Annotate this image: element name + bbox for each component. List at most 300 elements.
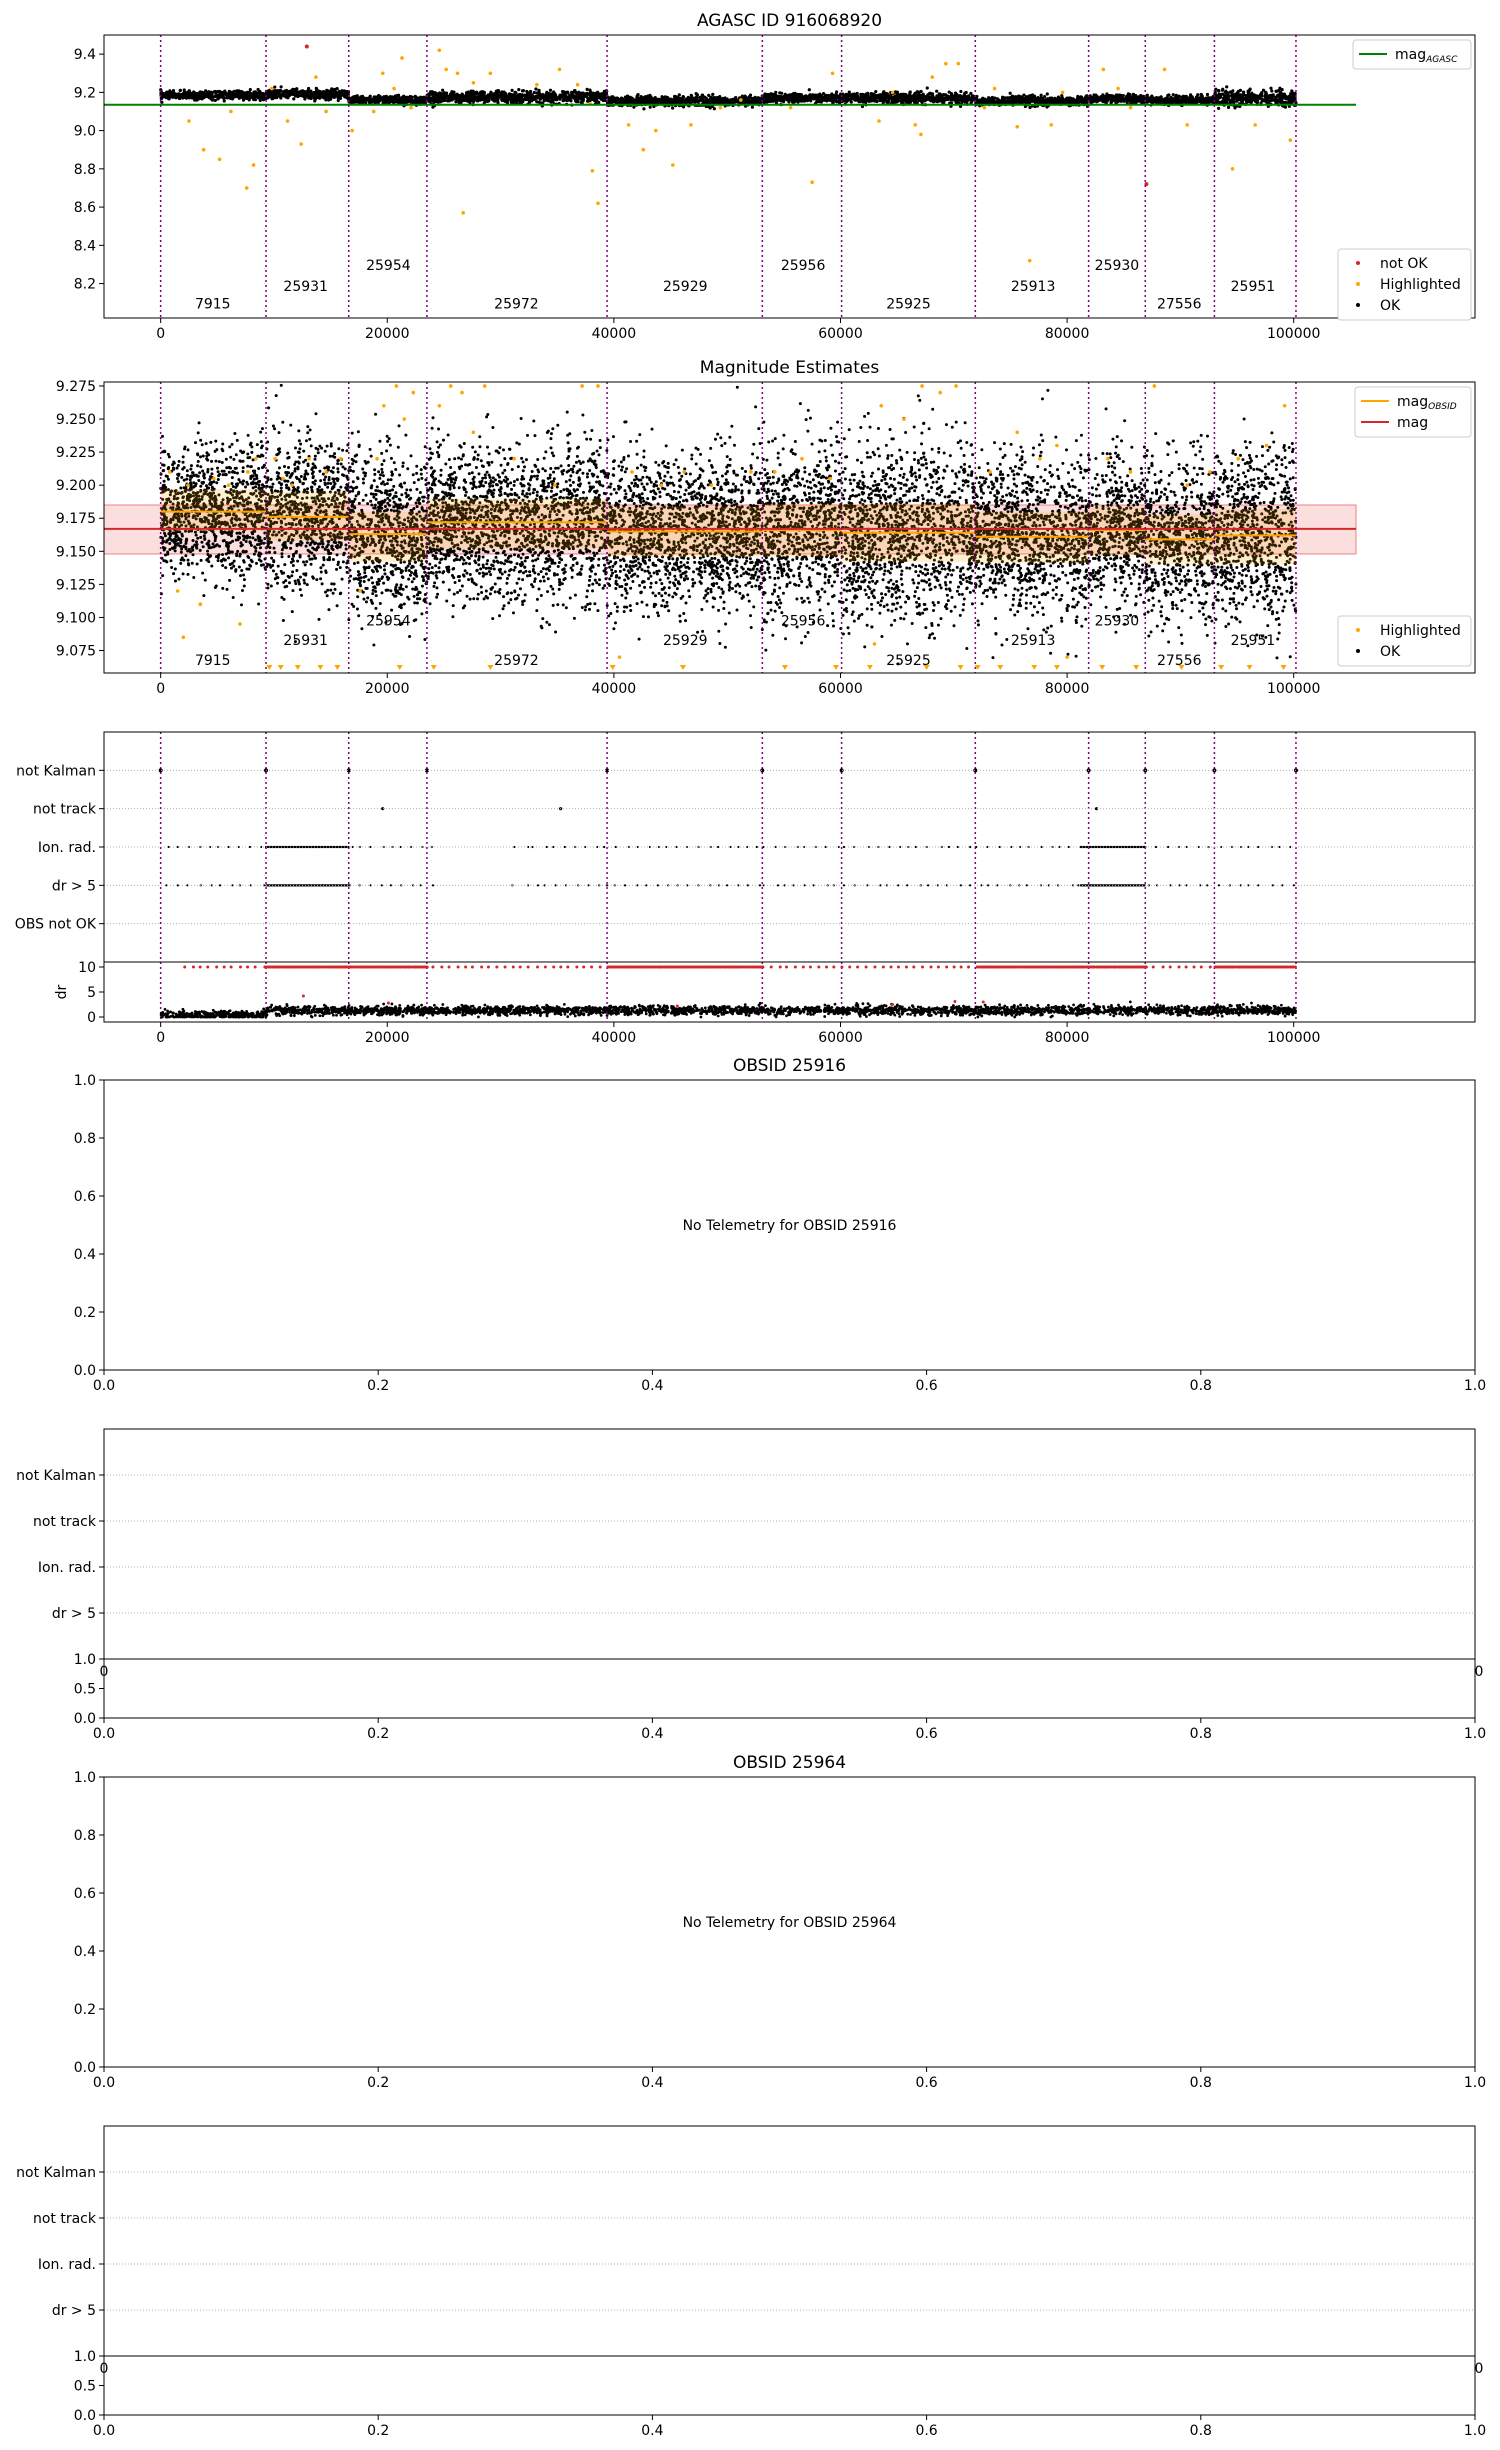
ok-point [514, 91, 517, 94]
ok-point [709, 106, 712, 109]
ok-point [408, 96, 411, 99]
ok-point [963, 92, 966, 95]
ok-point [249, 88, 252, 91]
ok-point [365, 98, 368, 101]
ok-point [1187, 100, 1190, 103]
ok-point [629, 96, 632, 99]
ok-point [1057, 100, 1060, 103]
ok-point [597, 101, 600, 104]
ok-point [1275, 90, 1278, 93]
ok-point [954, 96, 957, 99]
ok-point [1006, 99, 1009, 102]
ok-point [285, 89, 288, 92]
ok-point [399, 100, 402, 103]
ok-point [640, 101, 643, 104]
ok-point [458, 95, 461, 98]
ok-point [929, 96, 932, 99]
ok-point [535, 96, 538, 99]
ok-point [567, 99, 570, 102]
ok-point [1024, 100, 1027, 103]
ok-point [1140, 96, 1143, 99]
ok-point [575, 100, 578, 103]
ok-point [221, 91, 224, 94]
ok-point [667, 98, 670, 101]
ok-point [506, 98, 509, 101]
ok-point [1075, 99, 1078, 102]
ok-point [978, 100, 981, 103]
ok-point [233, 90, 236, 93]
ok-point [211, 99, 214, 102]
ok-point [1253, 97, 1256, 100]
ok-point [1166, 98, 1169, 101]
ok-point [879, 98, 882, 101]
ok-point [566, 91, 569, 94]
ok-point [1221, 100, 1224, 103]
ok-point [1001, 96, 1004, 99]
ok-point [1092, 100, 1095, 103]
ok-point [884, 93, 887, 96]
ok-point [315, 87, 318, 90]
ok-point [235, 89, 238, 92]
ok-point [381, 98, 384, 101]
ok-point [586, 88, 589, 91]
ok-point [517, 99, 520, 102]
ok-point [556, 96, 559, 99]
ok-point [919, 97, 922, 100]
ok-point [1294, 92, 1297, 95]
ok-point [313, 95, 316, 98]
ok-point [165, 93, 168, 96]
ok-point [273, 85, 276, 88]
ok-point [379, 95, 382, 98]
ok-point [343, 93, 346, 96]
ok-point [989, 100, 992, 103]
ok-point [589, 90, 592, 93]
ok-point [1203, 98, 1206, 101]
ok-point [713, 99, 716, 102]
ok-point [388, 98, 391, 101]
ok-point [1177, 95, 1180, 98]
ok-point [517, 88, 520, 91]
ok-point [404, 100, 407, 103]
ok-point [523, 94, 526, 97]
ok-point [339, 97, 342, 100]
ok-point [649, 101, 652, 104]
ok-point [1096, 97, 1099, 100]
ok-point [471, 95, 474, 98]
ok-point [1280, 100, 1283, 103]
ok-point [1120, 97, 1123, 100]
ok-point [1105, 92, 1108, 95]
ok-point [429, 93, 432, 96]
ok-point [1046, 99, 1049, 102]
ok-point [1030, 98, 1033, 101]
ok-point [905, 96, 908, 99]
ok-point [901, 95, 904, 98]
ok-point [230, 95, 233, 98]
ok-point [313, 91, 316, 94]
ok-point [780, 92, 783, 95]
ok-point [1040, 94, 1043, 97]
ok-point [705, 97, 708, 100]
ok-point [1046, 92, 1049, 95]
ok-point [744, 98, 747, 101]
ok-point [644, 97, 647, 100]
ok-point [817, 94, 820, 97]
ok-point [952, 98, 955, 101]
ok-point [1128, 97, 1131, 100]
ok-point [764, 97, 767, 100]
ok-point [777, 97, 780, 100]
ok-point [1133, 98, 1136, 101]
ok-point [678, 93, 681, 96]
ok-point [879, 94, 882, 97]
ok-point [753, 101, 756, 104]
ok-point [1037, 97, 1040, 100]
ok-point [1100, 95, 1103, 98]
ok-point [167, 97, 170, 100]
ok-point [648, 98, 651, 101]
ok-point [562, 99, 565, 102]
ok-point [772, 100, 775, 103]
ok-point [193, 98, 196, 101]
ok-point [1063, 100, 1066, 103]
ok-point [1221, 89, 1224, 92]
ok-point [807, 95, 810, 98]
ok-point [600, 93, 603, 96]
ok-point [1009, 92, 1012, 95]
ok-point [461, 97, 464, 100]
ok-point [1260, 92, 1263, 95]
ok-point [1260, 94, 1263, 97]
ok-point [293, 92, 296, 95]
ok-point [844, 98, 847, 101]
ok-point [199, 93, 202, 96]
ok-point [911, 95, 914, 98]
ok-point [1261, 98, 1264, 101]
ok-point [674, 101, 677, 104]
ok-point [528, 91, 531, 94]
ok-point [1103, 97, 1106, 100]
ok-point [466, 100, 469, 103]
ok-point [1184, 95, 1187, 98]
ok-point [646, 94, 649, 97]
ok-point [533, 91, 536, 94]
ok-point [474, 91, 477, 94]
ok-point [1026, 95, 1029, 98]
ok-point [1250, 92, 1253, 95]
ok-point [350, 101, 353, 104]
ok-point [1209, 97, 1212, 100]
ok-point [306, 92, 309, 95]
ok-point [357, 99, 360, 102]
ok-point [261, 97, 264, 100]
ok-point [765, 101, 768, 104]
ok-point [633, 99, 636, 102]
ok-point [718, 101, 721, 104]
ok-point [415, 99, 418, 102]
ok-point [1126, 101, 1129, 104]
ok-point [382, 95, 385, 98]
ok-point [1281, 94, 1284, 97]
ok-point [336, 94, 339, 97]
ok-point [904, 99, 907, 102]
ok-point [971, 95, 974, 98]
ok-point [701, 95, 704, 98]
ok-point [171, 94, 174, 97]
ok-point [496, 101, 499, 104]
ok-point [1120, 100, 1123, 103]
ok-point [1234, 93, 1237, 96]
ok-point [502, 99, 505, 102]
ok-point [536, 91, 539, 94]
ok-point [774, 91, 777, 94]
ok-point [803, 97, 806, 100]
ok-point [1264, 95, 1267, 98]
ok-point [981, 97, 984, 100]
ok-point [1278, 87, 1281, 90]
ok-point [682, 105, 685, 108]
ok-point [1172, 93, 1175, 96]
ok-point [535, 100, 538, 103]
ok-point [288, 93, 291, 96]
ok-point [947, 95, 950, 98]
ok-point [501, 93, 504, 96]
ok-point [1269, 87, 1272, 90]
ok-point [909, 100, 912, 103]
ok-point [534, 87, 537, 90]
ok-point [559, 94, 562, 97]
ok-point [1019, 98, 1022, 101]
ok-point [521, 98, 524, 101]
ok-point [1249, 88, 1252, 91]
ok-point [699, 96, 702, 99]
ok-point [164, 96, 167, 99]
ok-point [961, 96, 964, 99]
ok-point [943, 96, 946, 99]
ok-point [775, 95, 778, 98]
ok-point [490, 95, 493, 98]
ok-point [201, 96, 204, 99]
ok-point [1198, 96, 1201, 99]
ok-point [168, 89, 171, 92]
ok-point [510, 93, 513, 96]
ok-point [808, 88, 811, 91]
ok-point [497, 89, 500, 92]
ok-point [467, 95, 470, 98]
ok-point [353, 95, 356, 98]
ok-point [306, 95, 309, 98]
ok-point [784, 96, 787, 99]
ok-point [969, 92, 972, 95]
ok-point [1284, 101, 1287, 104]
ok-point [573, 89, 576, 92]
ok-point [303, 97, 306, 100]
ok-point [632, 105, 635, 108]
ok-point [635, 96, 638, 99]
ok-point [486, 95, 489, 98]
ok-point [504, 95, 507, 98]
ok-point [349, 97, 352, 100]
ok-point [926, 93, 929, 96]
ok-point [445, 95, 448, 98]
ok-point [748, 95, 751, 98]
ok-point [874, 90, 877, 93]
ok-point [1070, 100, 1073, 103]
ok-point [275, 92, 278, 95]
ok-point [1011, 97, 1014, 100]
ok-point [546, 97, 549, 100]
ok-point [1014, 95, 1017, 98]
ok-point [1031, 93, 1034, 96]
ok-point [754, 96, 757, 99]
ok-point [567, 95, 570, 98]
ok-point [477, 95, 480, 98]
ok-point [259, 99, 262, 102]
ok-point [279, 96, 282, 99]
ok-point [206, 95, 209, 98]
ok-point [733, 100, 736, 103]
ok-point [296, 95, 299, 98]
ok-point [369, 97, 372, 100]
ok-point [871, 92, 874, 95]
ok-point [824, 94, 827, 97]
ok-point [1066, 96, 1069, 99]
ok-point [866, 93, 869, 96]
ok-point [247, 94, 250, 97]
ok-point [939, 92, 942, 95]
ok-point [279, 85, 282, 88]
ok-point [1244, 94, 1247, 97]
ok-point [238, 96, 241, 99]
ok-point [917, 91, 920, 94]
ok-point [530, 96, 533, 99]
ok-point [957, 98, 960, 101]
ok-point [275, 96, 278, 99]
ok-point [659, 101, 662, 104]
ok-point [636, 99, 639, 102]
ok-point [345, 90, 348, 93]
ok-point [457, 101, 460, 104]
ok-point [1039, 99, 1042, 102]
ok-point [581, 94, 584, 97]
ok-point [268, 92, 271, 95]
ok-point [701, 99, 704, 102]
ok-point [1227, 106, 1230, 109]
ok-point [297, 92, 300, 95]
ok-point [642, 107, 645, 110]
ok-point [636, 93, 639, 96]
ok-point [674, 95, 677, 98]
ok-point [179, 93, 182, 96]
ok-point [901, 100, 904, 103]
ok-point [935, 90, 938, 93]
ok-point [429, 97, 432, 100]
ok-point [751, 106, 754, 109]
ok-point [1221, 93, 1224, 96]
ok-point [929, 99, 932, 102]
ok-point [179, 89, 182, 92]
ok-point [393, 95, 396, 98]
ok-point [825, 99, 828, 102]
ok-point [1225, 85, 1228, 88]
ok-point [479, 91, 482, 94]
ok-point [757, 98, 760, 101]
ok-point [941, 98, 944, 101]
ok-point [511, 98, 514, 101]
ok-point [228, 91, 231, 94]
ok-point [216, 97, 219, 100]
ok-point [717, 96, 720, 99]
ok-point [663, 99, 666, 102]
ok-point [1284, 97, 1287, 100]
ok-point [1269, 99, 1272, 102]
ok-point [913, 101, 916, 104]
ok-point [292, 97, 295, 100]
ok-point [472, 100, 475, 103]
ok-point [1274, 100, 1277, 103]
ok-point [797, 99, 800, 102]
ok-point [1217, 107, 1220, 110]
ok-point [707, 94, 710, 97]
ok-point [680, 101, 683, 104]
ok-point [483, 100, 486, 103]
ok-point [896, 95, 899, 98]
agasc-plot-area [104, 35, 1356, 318]
ok-point [451, 93, 454, 96]
ok-point [329, 96, 332, 99]
ok-point [660, 95, 663, 98]
ok-point [1155, 96, 1158, 99]
ok-point [419, 96, 422, 99]
ok-point [450, 90, 453, 93]
ok-point [770, 93, 773, 96]
ok-point [814, 93, 817, 96]
ok-point [1159, 95, 1162, 98]
ok-point [1154, 101, 1157, 104]
ok-point [441, 96, 444, 99]
ok-point [432, 93, 435, 96]
ok-point [437, 95, 440, 98]
ok-point [184, 92, 187, 95]
ok-point [774, 99, 777, 102]
ok-point [1109, 96, 1112, 99]
ok-point [270, 95, 273, 98]
ok-point [511, 89, 514, 92]
ok-point [1060, 94, 1063, 97]
ok-point [318, 97, 321, 100]
ok-point [405, 97, 408, 100]
ok-point [324, 98, 327, 101]
ok-point [670, 99, 673, 102]
ok-point [1266, 98, 1269, 101]
ok-point [326, 91, 329, 94]
ok-point [766, 94, 769, 97]
ok-point [402, 95, 405, 98]
ok-point [284, 95, 287, 98]
ok-point [261, 92, 264, 95]
ok-point [265, 92, 268, 95]
ok-point [791, 99, 794, 102]
ok-point [883, 97, 886, 100]
ok-point [854, 95, 857, 98]
ok-point [604, 92, 607, 95]
ok-point [465, 91, 468, 94]
ok-point [1270, 89, 1273, 92]
ok-point [1049, 100, 1052, 103]
ok-point [581, 99, 584, 102]
ok-point [1206, 93, 1209, 96]
